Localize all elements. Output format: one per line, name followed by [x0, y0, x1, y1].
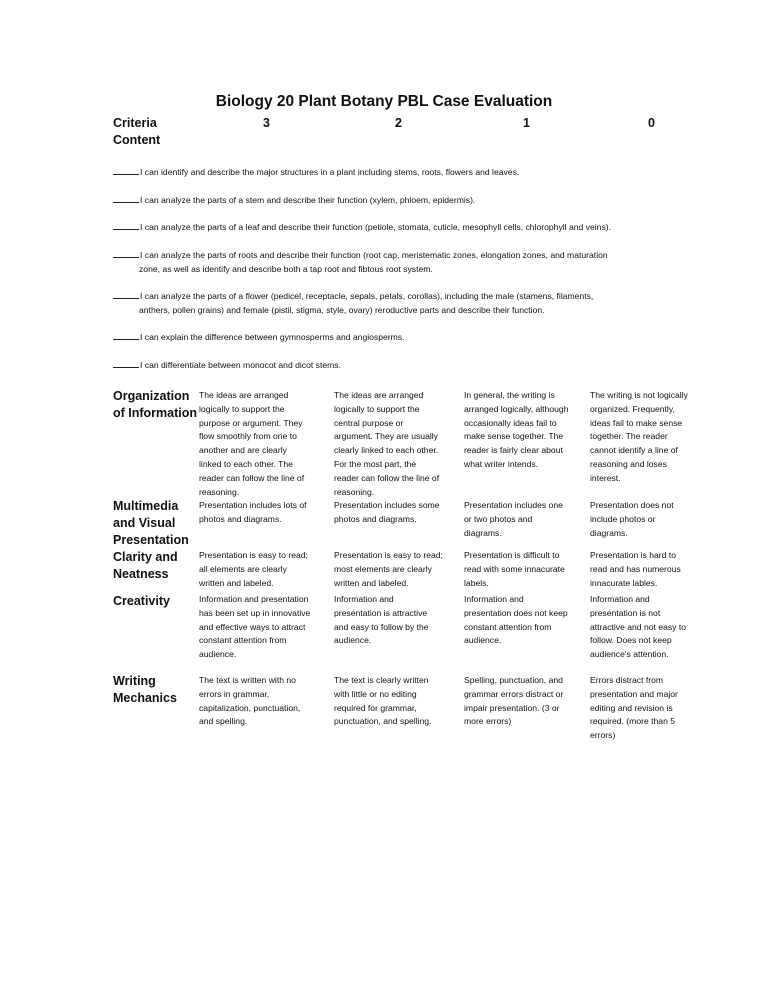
checkbox-blank[interactable]	[113, 193, 139, 203]
multimedia-score-2: Presentation includes some photos and diagrams.	[334, 500, 440, 524]
checkbox-blank[interactable]	[113, 248, 139, 258]
content-item-text: I can differentiate between monocot and dicot stems.	[140, 360, 341, 370]
creativity-score-2: Information and presentation is attractive and easy to follow by the audience.	[334, 594, 429, 646]
score-3-header: 3	[263, 116, 270, 130]
checkbox-blank[interactable]	[113, 165, 139, 175]
criterion-clarity: Clarity and Neatness	[113, 550, 178, 581]
content-item-text-continued: zone, as well as identify and describe both a tap root and fibtous root system.	[139, 264, 433, 274]
writing-score-0: Errors distract from presentation and major editing and revision is required. (more than 5 errors)	[590, 675, 678, 741]
checkbox-blank[interactable]	[113, 289, 139, 299]
creativity-score-1: Information and presentation does not keep constant attention from audience.	[464, 594, 568, 646]
criterion-creativity: Creativity	[113, 594, 170, 608]
criterion-multimedia: Multimedia and Visual Presentation	[113, 499, 189, 547]
content-item-text: I can identify and describe the major structures in a plant including stems, roots, flowers and leaves.	[140, 167, 520, 177]
content-item	[113, 193, 723, 207]
organization-score-0: The writing is not logically organized. Frequently, ideas fail to make sense together. The reader cannot identify a line of reasoning and loses interest.	[590, 390, 688, 483]
checkbox-blank[interactable]	[113, 330, 139, 340]
content-item-text: I can explain the difference between gymnosperms and angiosperms.	[140, 332, 405, 342]
score-0-header: 0	[648, 116, 655, 130]
content-item	[113, 248, 723, 276]
organization-score-2: The ideas are arranged logically to support the central purpose or argument. They are usually clearly linked to each other. For the most part, the reader can follow the line of reasoning.	[334, 390, 440, 497]
score-1-header: 1	[523, 116, 530, 130]
multimedia-score-0: Presentation does not include photos or diagrams.	[590, 500, 674, 538]
multimedia-score-3: Presentation includes lots of photos and diagrams.	[199, 500, 307, 524]
organization-score-1: In general, the writing is arranged logically, although occasionally ideas fail to make sense together. The reader is fairly clear about what writer intends.	[464, 390, 569, 469]
content-item	[113, 358, 723, 372]
criterion-writing: Writing Mechanics	[113, 674, 177, 705]
criterion-organization: Organization of Information	[113, 389, 198, 420]
content-item-text: I can analyze the parts of a leaf and describe their function (petiole, stomata, cuticle, mesophyll cells, chlorophyll and veins).	[140, 222, 611, 232]
writing-score-2: The text is clearly written with little or no editing required for grammar, punctuation, and spelling.	[334, 675, 432, 727]
writing-score-3: The text is written with no errors in grammar, capitalization, punctuation, and spelling.	[199, 675, 301, 727]
creativity-score-3: Information and presentation has been set up in innovative and effective ways to attract constant attention from audience.	[199, 594, 311, 660]
page-title: Biology 20 Plant Botany PBL Case Evaluation	[215, 93, 553, 110]
content-item	[113, 165, 723, 179]
content-item	[113, 330, 723, 344]
clarity-score-3: Presentation is easy to read; all elements are clearly written and labeled.	[199, 550, 308, 588]
content-item-text-continued: anthers, pollen grains) and female (pistil, stigma, style, ovary) reroductive parts and describe their function.	[139, 305, 545, 315]
content-item	[113, 220, 723, 234]
content-item	[113, 289, 723, 317]
content-item-text: I can analyze the parts of roots and describe their function (root cap, meristematic zones, elongation zones, and maturation	[140, 250, 608, 260]
writing-score-1: Spelling, punctuation, and grammar errors distract or impair presentation. (3 or more errors)	[464, 675, 564, 727]
clarity-score-1: Presentation is difficult to read with some innacurate labels.	[464, 550, 565, 588]
creativity-score-0: Information and presentation is not attractive and not easy to follow. Does not keep audience's attention.	[590, 594, 687, 660]
content-item-text: I can analyze the parts of a stem and describe their function (xylem, phloem, epidermis).	[140, 195, 476, 205]
criteria-header: Criteria	[113, 116, 157, 130]
score-2-header: 2	[395, 116, 402, 130]
content-item-text: I can analyze the parts of a flower (pedicel, receptacle, sepals, petals, corollas), including the male (stamens, filaments,	[140, 291, 594, 301]
organization-score-3: The ideas are arranged logically to support the purpose or argument. They flow smoothly from one to another and are clearly linked to each other. The reader can follow the line of reasoning.	[199, 390, 305, 497]
multimedia-score-1: Presentation includes one or two photos and diagrams.	[464, 500, 563, 538]
clarity-score-2: Presentation is easy to read; most elements are clearly written and labeled.	[334, 550, 443, 588]
content-header: Content	[113, 133, 161, 147]
checkbox-blank[interactable]	[113, 358, 139, 368]
checkbox-blank[interactable]	[113, 220, 139, 230]
clarity-score-0: Presentation is hard to read and has numerous innacurate lables.	[590, 550, 681, 588]
